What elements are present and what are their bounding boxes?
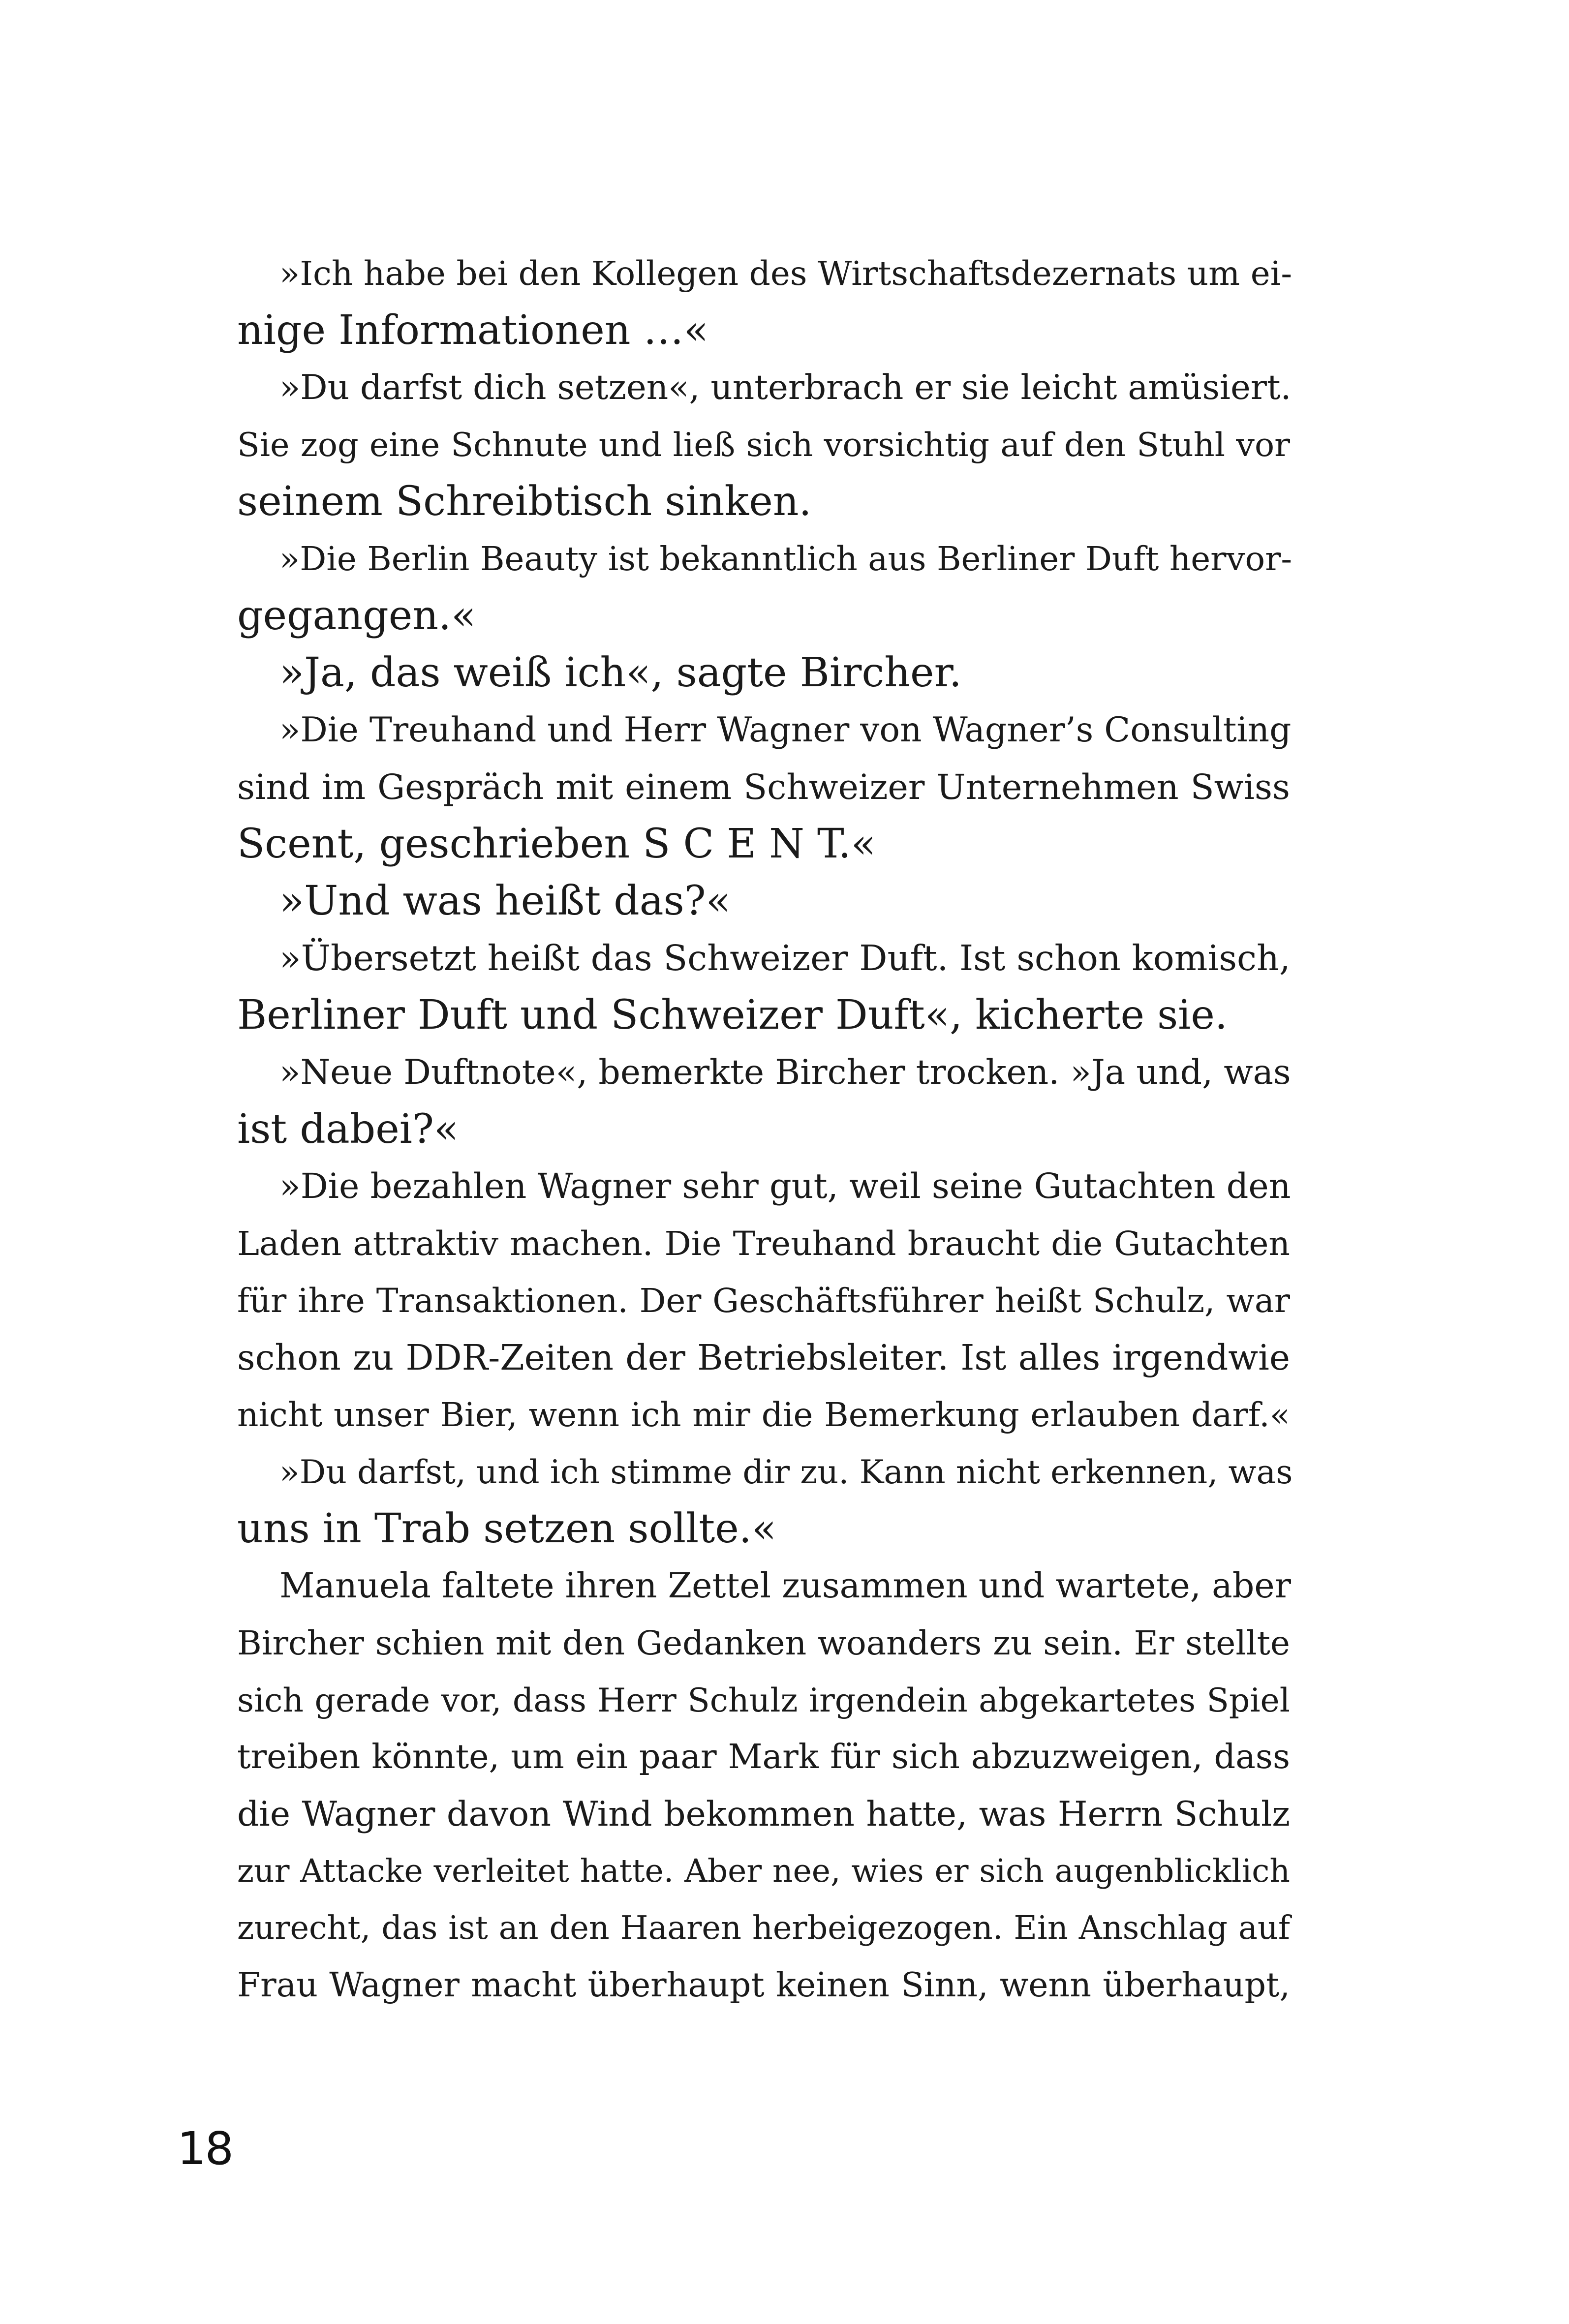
text-line: sind im Gespräch mit einem Schweizer Unternehmen Swiss [237, 767, 1290, 807]
text-line: »Ja, das weiß ich«, sagte Bircher. [279, 649, 962, 696]
text-line: Frau Wagner macht überhaupt keinen Sinn, wenn überhaupt, [237, 1966, 1290, 2005]
text-line: »Neue Duftnote«, bemerkte Bircher trocken. »Ja und, was [279, 1053, 1291, 1092]
text-line: »Du darfst dich setzen«, unterbrach er sie leicht amüsiert. [279, 368, 1292, 407]
text-line: Manuela faltete ihren Zettel zusammen und wartete, aber [279, 1566, 1291, 1606]
text-line: zurecht, das ist an den Haaren herbeigezogen. Ein Anschlag auf [237, 1910, 1290, 1947]
text-line: ist dabei?« [237, 1106, 459, 1153]
text-line: »Die Treuhand und Herr Wagner von Wagner’s Consulting [279, 710, 1292, 750]
text-line: zur Attacke verleitet hatte. Aber nee, wies er sich augenblicklich [237, 1853, 1290, 1890]
text-line: schon zu DDR-Zeiten der Betriebsleiter. Ist alles irgendwie [237, 1337, 1290, 1378]
text-line: die Wagner davon Wind bekommen hatte, was Herrn Schulz [237, 1794, 1290, 1834]
text-line: Laden attraktiv machen. Die Treuhand braucht die Gutachten [237, 1224, 1290, 1263]
text-line: »Die Berlin Beauty ist bekanntlich aus Berliner Duft hervor- [279, 539, 1292, 578]
text-line: nicht unser Bier, wenn ich mir die Bemerkung erlauben darf.« [237, 1395, 1290, 1434]
text-line: Scent, geschrieben S C E N T.« [237, 821, 876, 867]
text-line: »Ich habe bei den Kollegen des Wirtschaftsdezernats um ei- [279, 254, 1292, 293]
text-line: uns in Trab setzen sollte.« [237, 1505, 776, 1552]
text-line: Berliner Duft und Schweizer Duft«, kicherte sie. [237, 992, 1228, 1039]
text-line: treiben könnte, um ein paar Mark für sich abzuzweigen, dass [237, 1738, 1290, 1776]
text-line: seinem Schreibtisch sinken. [237, 478, 812, 525]
text-line: Sie zog eine Schnute und ließ sich vorsichtig auf den Stuhl vor [237, 426, 1290, 464]
text-line: gegangen.« [237, 592, 476, 639]
text-line: »Übersetzt heißt das Schweizer Duft. Ist schon komisch, [279, 938, 1291, 979]
text-line: nige Informationen …« [237, 307, 708, 354]
text-line: »Die bezahlen Wagner sehr gut, weil seine Gutachten den [279, 1166, 1291, 1206]
text-line: Bircher schien mit den Gedanken woanders zu sein. Er stellte [237, 1623, 1290, 1662]
text-line: sich gerade vor, dass Herr Schulz irgendein abgekartetes Spiel [237, 1681, 1290, 1719]
body-text [237, 245, 1293, 2014]
text-line: »Du darfst, und ich stimme dir zu. Kann nicht erkennen, was [279, 1453, 1293, 1491]
page-number: 18 [177, 2122, 233, 2175]
text-line: »Und was heißt das?« [279, 878, 731, 924]
text-line: für ihre Transaktionen. Der Geschäftsführer heißt Schulz, war [237, 1282, 1290, 1320]
